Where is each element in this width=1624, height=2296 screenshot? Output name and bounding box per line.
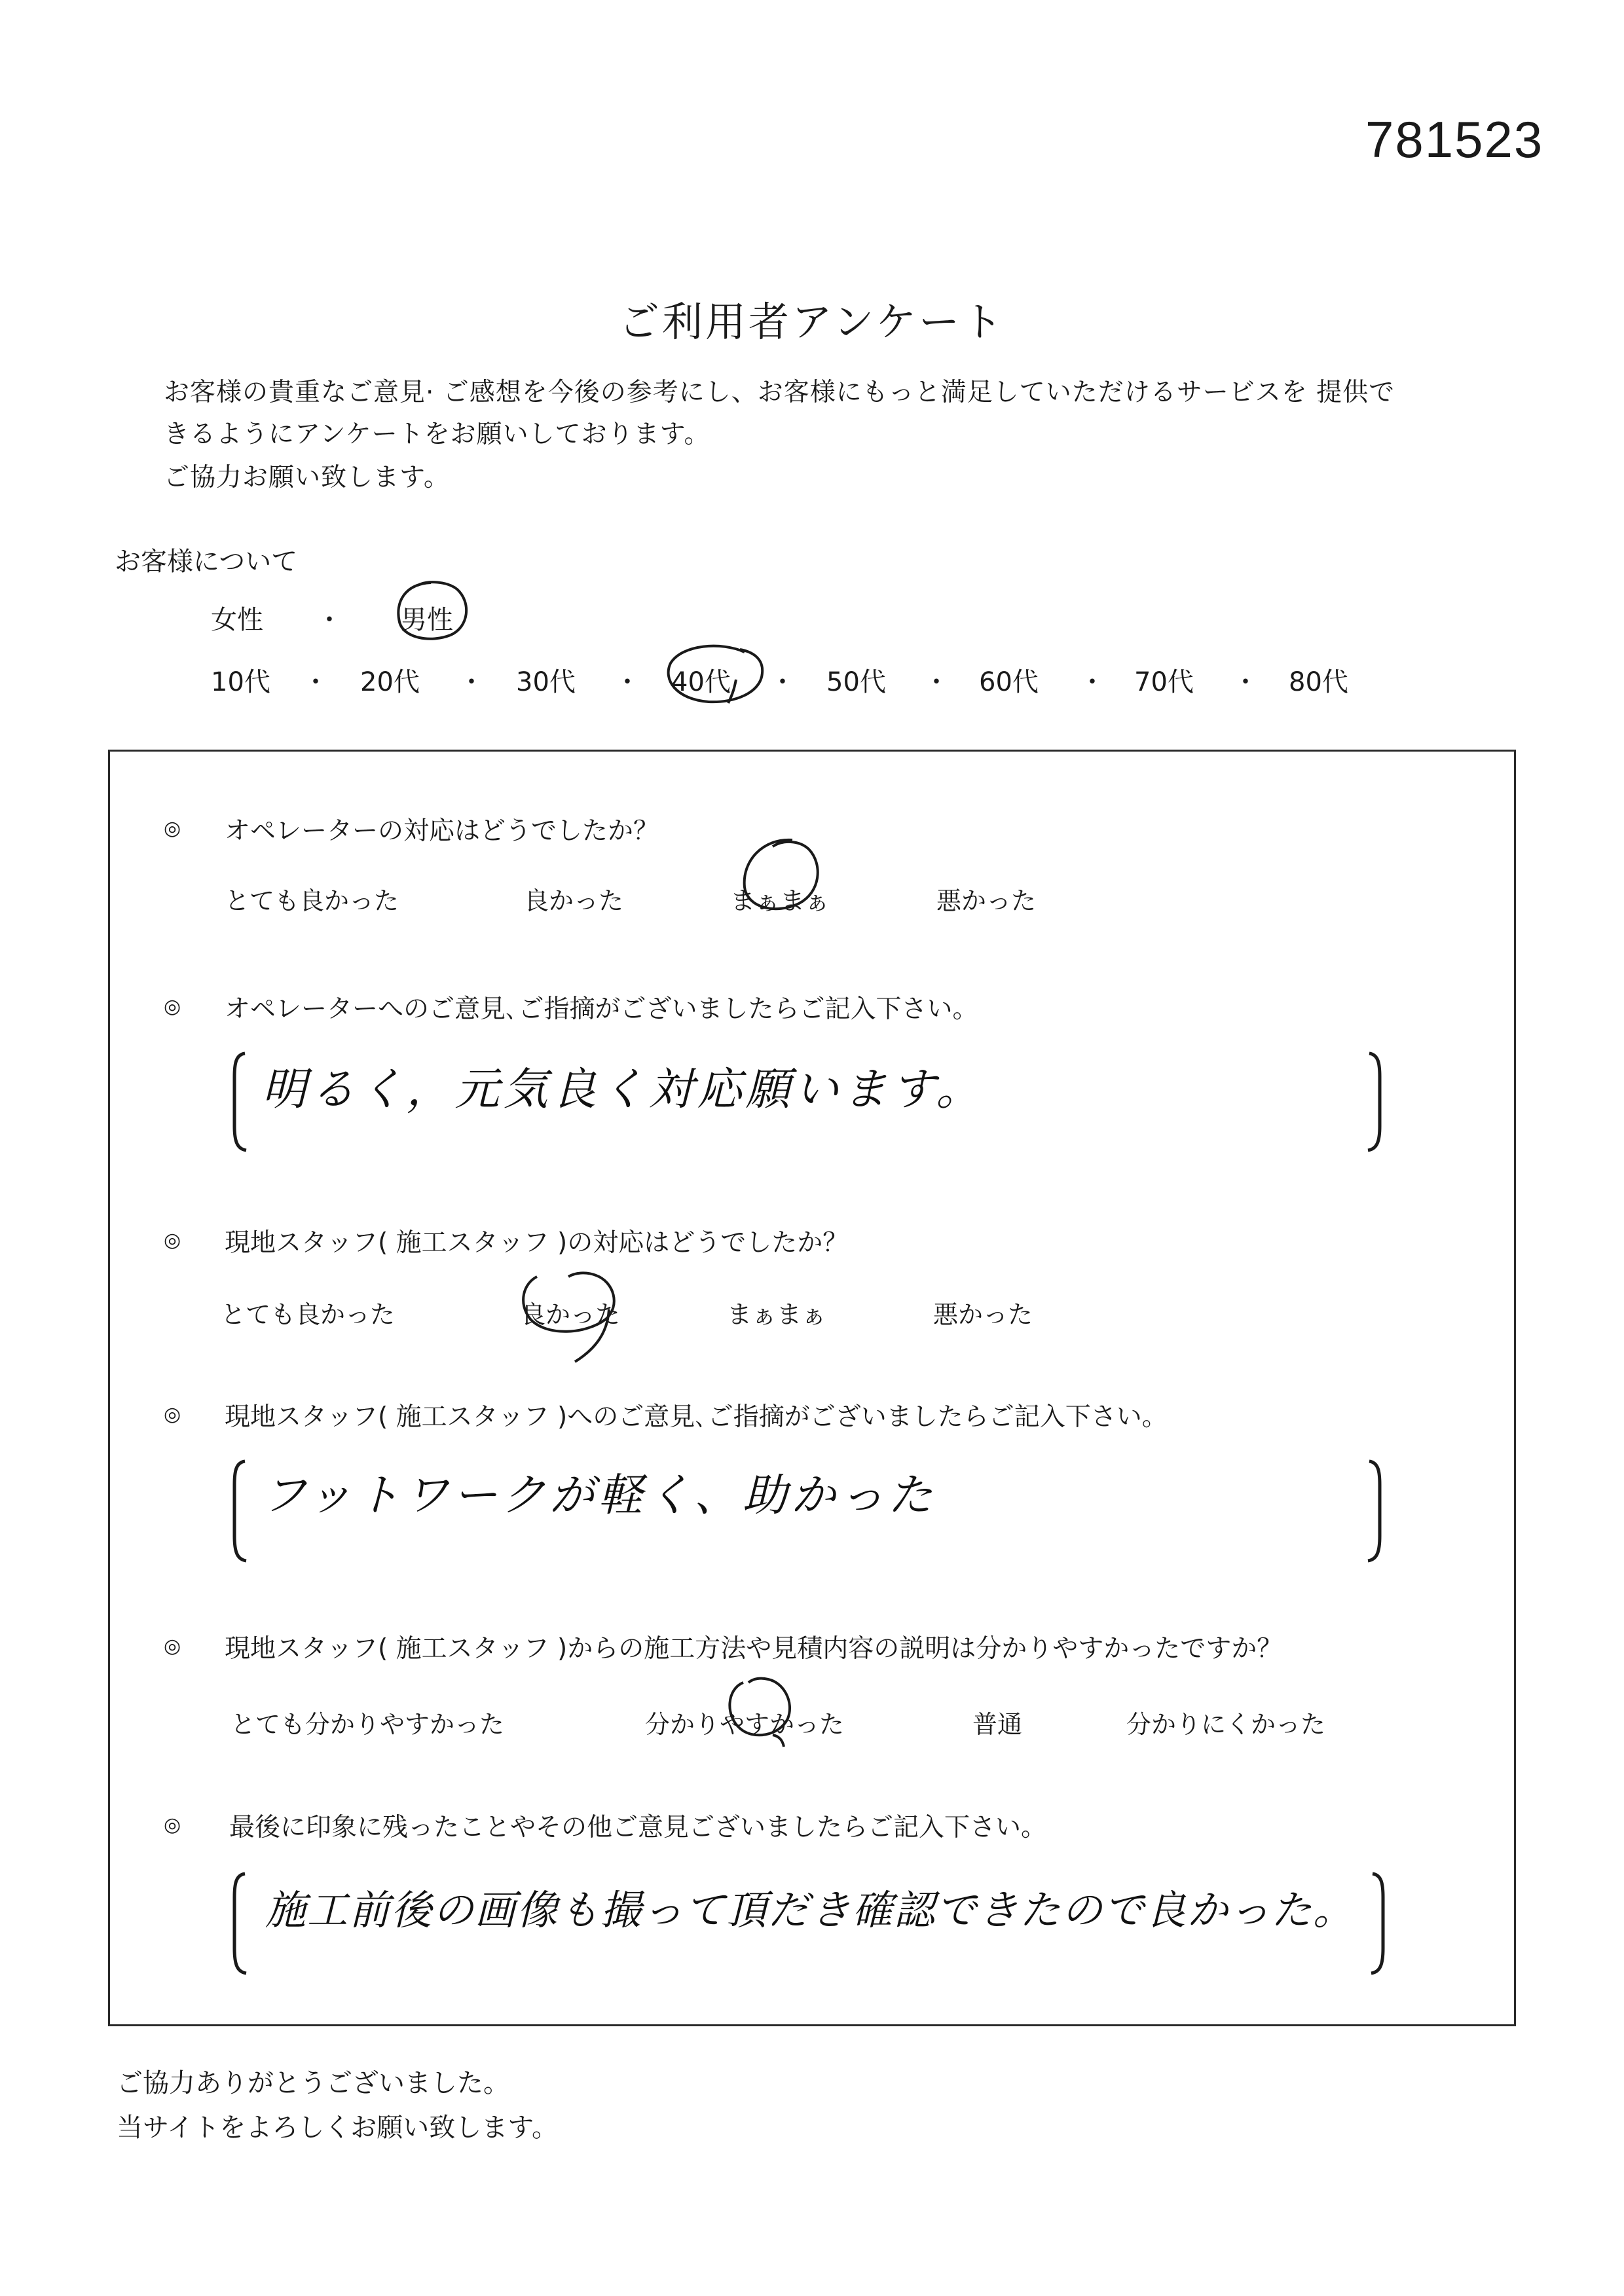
left-bracket-icon xyxy=(231,1459,250,1563)
age-option-30s[interactable]: 30代 xyxy=(516,667,576,697)
age-option-50s[interactable]: 50代 xyxy=(826,667,886,697)
q3-option-good[interactable]: 良かった xyxy=(521,1300,621,1329)
age-option-70s[interactable]: 70代 xyxy=(1134,667,1194,697)
q3-option-very-good[interactable]: とても良かった xyxy=(221,1300,396,1329)
q3-selected-circle-mark xyxy=(498,1257,635,1368)
intro-line-2: きるようにアンケートをお願いしております。 xyxy=(164,420,710,449)
q1-selected-circle-mark xyxy=(737,835,828,920)
q5-selected-circle-mark xyxy=(717,1663,796,1755)
age-option-10s[interactable]: 10代 xyxy=(211,667,270,697)
right-bracket-icon xyxy=(1365,1459,1385,1563)
left-bracket-icon xyxy=(231,1871,250,1976)
age-option-40s[interactable]: 40代 xyxy=(671,667,731,697)
q1-option-very-good[interactable]: とても良かった xyxy=(225,886,399,915)
document-id: 781523 xyxy=(1365,111,1544,168)
intro-line-3: ご協力お願い致します。 xyxy=(164,463,450,492)
q3-option-so-so[interactable]: まぁまぁ xyxy=(727,1300,827,1329)
age-separator: ・ xyxy=(769,667,796,697)
question-1-text: オペレーターの対応はどうでしたか？ xyxy=(225,816,659,846)
page-title: ご利用者アンケート xyxy=(618,298,1006,346)
question-5-text: 現地スタッフ( 施工スタッフ )からの施工方法や見積内容の説明は分かりやすかったですか？ xyxy=(225,1634,1283,1664)
gender-option-male[interactable]: 男性 xyxy=(401,605,453,635)
age-separator: ・ xyxy=(923,667,950,697)
footer-thanks: ご協力ありがとうございました。 xyxy=(117,2068,509,2098)
left-bracket-icon xyxy=(231,1051,250,1152)
answer-2-handwriting: 明るく，元気良く対応願います。 xyxy=(262,1064,985,1116)
answer-4-handwriting: フットワークが軽く、助かった xyxy=(262,1470,936,1522)
customer-heading: お客様について xyxy=(115,547,298,577)
age-separator: ・ xyxy=(614,667,640,697)
bullet-icon: ◎ xyxy=(164,817,181,840)
gender-separator: ・ xyxy=(316,605,342,635)
age-separator: ・ xyxy=(458,667,485,697)
age-selected-circle-mark xyxy=(663,640,771,712)
q5-option-clear[interactable]: 分かりやすかった xyxy=(645,1710,845,1739)
q1-option-so-so[interactable]: まぁまぁ xyxy=(730,886,830,915)
gender-selected-circle-mark xyxy=(392,576,477,648)
gender-option-female[interactable]: 女性 xyxy=(211,605,263,635)
q1-option-good[interactable]: 良かった xyxy=(524,886,624,915)
bullet-icon: ◎ xyxy=(164,995,181,1018)
question-2-text: オペレーターへのご意見､ご指摘がございましたらご記入下さい。 xyxy=(225,994,978,1024)
age-separator: ・ xyxy=(1079,667,1105,697)
answer-6-handwriting: 施工前後の画像も撮って頂だき確認できたので良かった。 xyxy=(265,1886,1356,1934)
question-4-text: 現地スタッフ( 施工スタッフ )へのご意見､ご指摘がございましたらご記入下さい。 xyxy=(225,1402,1168,1432)
age-separator: ・ xyxy=(1232,667,1259,697)
question-3-text: 現地スタッフ( 施工スタッフ )の対応はどうでしたか？ xyxy=(225,1228,849,1258)
age-option-80s[interactable]: 80代 xyxy=(1289,667,1348,697)
age-separator: ・ xyxy=(303,667,329,697)
bullet-icon: ◎ xyxy=(164,1813,181,1836)
q5-option-unclear[interactable]: 分かりにくかった xyxy=(1126,1710,1326,1739)
q3-option-bad[interactable]: 悪かった xyxy=(933,1300,1033,1329)
right-bracket-icon xyxy=(1369,1871,1388,1976)
question-6-text: 最後に印象に残ったことやその他ご意見ございましたらご記入下さい。 xyxy=(229,1813,1047,1842)
age-option-20s[interactable]: 20代 xyxy=(360,667,420,697)
intro-line-1: お客様の貴重なご意見· ご感想を今後の参考にし、お客様にもっと満足していただけるサービスを 提供で xyxy=(164,378,1395,407)
bullet-icon: ◎ xyxy=(164,1229,181,1252)
bullet-icon: ◎ xyxy=(164,1635,181,1658)
q5-option-normal[interactable]: 普通 xyxy=(972,1710,1023,1739)
footer-request: 当サイトをよろしくお願い致します。 xyxy=(117,2113,558,2143)
q1-option-bad[interactable]: 悪かった xyxy=(936,886,1037,915)
q5-option-very-clear[interactable]: とても分かりやすかった xyxy=(231,1710,505,1739)
right-bracket-icon xyxy=(1365,1051,1385,1152)
bullet-icon: ◎ xyxy=(164,1403,181,1426)
age-option-60s[interactable]: 60代 xyxy=(979,667,1039,697)
